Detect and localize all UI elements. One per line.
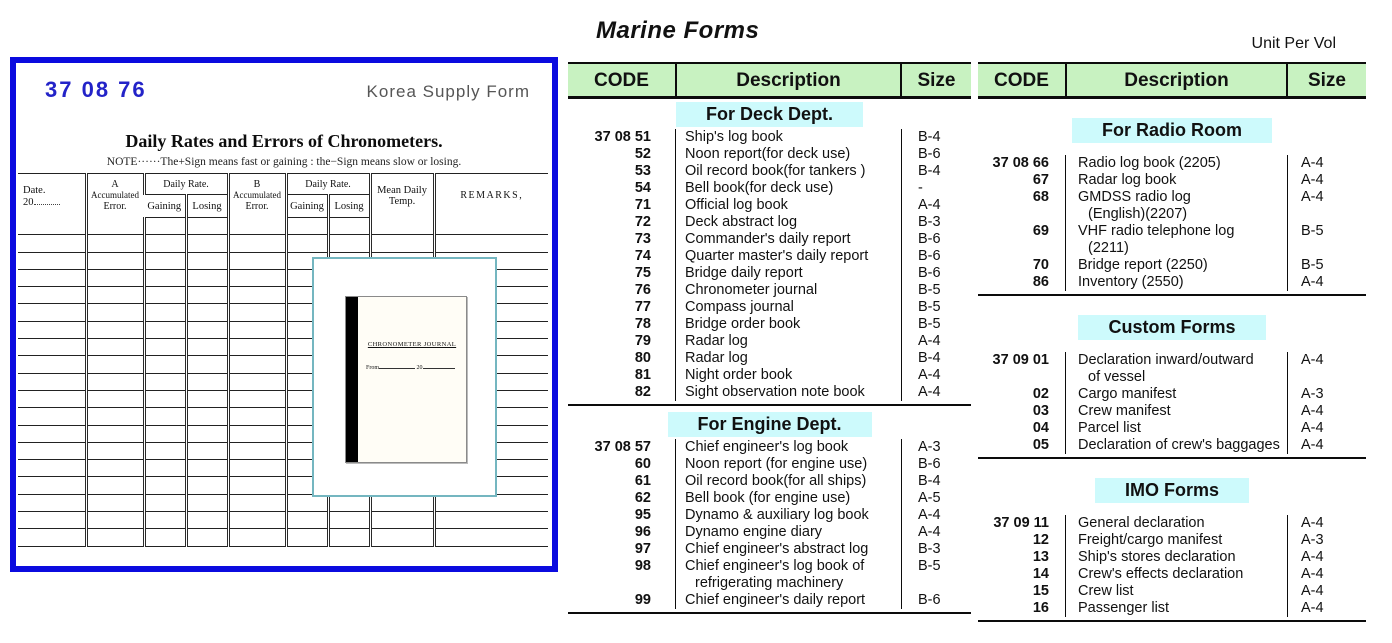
table-row xyxy=(568,384,971,401)
cell-description: Chronometer journal xyxy=(675,282,902,299)
cell-code: 37 09 01 xyxy=(992,352,1049,368)
col-header-gaining-a: Gaining xyxy=(144,195,186,218)
section-title: Custom Forms xyxy=(1078,315,1265,340)
cell-code: 70 xyxy=(1032,257,1049,273)
cell-size: A-4 xyxy=(1301,189,1324,205)
cell-code: 13 xyxy=(1032,549,1049,565)
table-row xyxy=(568,507,971,524)
form-section xyxy=(978,478,1366,622)
cell-description: Freight/cargo manifest xyxy=(1065,532,1288,549)
table-row xyxy=(568,282,971,299)
cell-description: Radar log book xyxy=(1065,172,1288,189)
table-row xyxy=(978,566,1366,583)
table-row xyxy=(568,180,971,197)
cell-size: A-4 xyxy=(1301,583,1324,599)
header-size: Size xyxy=(1307,70,1347,91)
cell-description: Bridge daily report xyxy=(675,265,902,282)
cell-description: Bridge order book xyxy=(675,316,902,333)
table-row xyxy=(978,403,1366,420)
cell-size: B-6 xyxy=(918,265,941,281)
cell-size: B-5 xyxy=(918,299,941,315)
table-row xyxy=(568,592,971,609)
cell-size: A-4 xyxy=(918,197,941,213)
cell-size: B-6 xyxy=(918,231,941,247)
col-header-daily-rate-a: Daily Rate. xyxy=(144,174,228,195)
cell-code: 69 xyxy=(1032,223,1049,239)
cell-size: A-4 xyxy=(1301,437,1324,453)
header-code: CODE xyxy=(594,70,649,91)
cell-description: Oil record book(for tankers ) xyxy=(675,163,902,180)
cell-code: 37 08 66 xyxy=(992,155,1049,171)
cell-code: 73 xyxy=(634,231,651,247)
cell-code: 80 xyxy=(634,350,651,366)
cell-description: Crew manifest xyxy=(1065,403,1288,420)
marine-forms-catalog xyxy=(568,8,971,614)
cell-size: B-6 xyxy=(918,592,941,608)
cell-code: 75 xyxy=(634,265,651,281)
col-header-b-accumulated-error: B Accumulated Error. xyxy=(228,174,286,218)
header-description: Description xyxy=(1065,64,1288,96)
cell-code: 14 xyxy=(1032,566,1049,582)
cell-description: Crew's effects declaration xyxy=(1065,566,1288,583)
cell-code: 97 xyxy=(634,541,651,557)
cell-code: 37 09 11 xyxy=(993,515,1049,531)
cell-description: Inventory (2550) xyxy=(1065,274,1288,291)
cell-code: 99 xyxy=(634,592,651,608)
col-header-date: Date. 20 xyxy=(18,174,86,218)
table-row xyxy=(568,490,971,507)
dotted-line xyxy=(34,196,60,205)
form-code: 37 08 76 xyxy=(45,77,147,102)
cell-description: Bridge report (2250) xyxy=(1065,257,1288,274)
col-header-remarks: REMARKS, xyxy=(434,174,548,218)
cell-description: VHF radio telephone log (2211) xyxy=(1065,223,1288,257)
cell-code: 05 xyxy=(1032,437,1049,453)
cell-code: 74 xyxy=(634,248,651,264)
cell-size: A-4 xyxy=(918,524,941,540)
header-code: CODE xyxy=(994,70,1049,91)
right-catalog xyxy=(978,8,1366,622)
book-spine xyxy=(346,297,358,462)
cell-size: A-3 xyxy=(1301,386,1324,402)
cell-code: 82 xyxy=(634,384,651,400)
cell-size: A-4 xyxy=(1301,274,1324,290)
cell-description: Dynamo & auxiliary log book xyxy=(675,507,902,524)
table-row xyxy=(568,541,971,558)
catalog-sections xyxy=(978,118,1366,622)
cell-description: Ship's stores declaration xyxy=(1065,549,1288,566)
cell-code: 54 xyxy=(634,180,651,196)
cell-size: A-4 xyxy=(918,507,941,523)
form-section xyxy=(568,102,971,406)
cell-size: B-5 xyxy=(918,316,941,332)
cell-code: 16 xyxy=(1032,600,1049,616)
cell-size: A-4 xyxy=(1301,515,1324,531)
cell-code: 61 xyxy=(634,473,651,489)
table-row xyxy=(568,248,971,265)
form-section xyxy=(978,118,1366,296)
cell-description: Radio log book (2205) xyxy=(1065,155,1288,172)
table-row xyxy=(978,532,1366,549)
cell-size: - xyxy=(918,180,923,196)
cell-size: B-6 xyxy=(918,456,941,472)
col-header-losing-a: Losing xyxy=(186,195,228,218)
page-title: Marine Forms xyxy=(596,17,760,44)
table-row xyxy=(568,456,971,473)
table-row xyxy=(568,146,971,163)
table-row xyxy=(978,223,1366,257)
table-row xyxy=(568,333,971,350)
cell-code: 96 xyxy=(634,524,651,540)
catalog-header-row xyxy=(978,62,1366,99)
cell-code: 79 xyxy=(634,333,651,349)
cell-size: A-4 xyxy=(1301,566,1324,582)
cell-description: Radar log xyxy=(675,350,902,367)
table-row xyxy=(978,352,1366,386)
book-title: CHRONOMETER JOURNAL xyxy=(367,341,457,348)
table-row xyxy=(978,386,1366,403)
chronometer-journal-book-image xyxy=(312,257,497,497)
empty-form-row xyxy=(18,512,548,529)
cell-description: Sight observation note book xyxy=(675,384,902,401)
table-row xyxy=(568,163,971,180)
cell-size: A-3 xyxy=(1301,532,1324,548)
cell-size: A-4 xyxy=(918,367,941,383)
table-row xyxy=(568,558,971,592)
cell-code: 02 xyxy=(1032,386,1049,402)
cell-code: 37 08 57 xyxy=(594,439,651,455)
cell-description: Chief engineer's abstract log xyxy=(675,541,902,558)
col-header-daily-rate-b: Daily Rate. xyxy=(286,174,370,195)
cell-code: 81 xyxy=(634,367,651,383)
table-row xyxy=(978,189,1366,223)
empty-form-row xyxy=(18,235,548,252)
korea-supply-form-panel xyxy=(10,57,558,572)
cell-size: A-4 xyxy=(1301,172,1324,188)
cell-size: B-5 xyxy=(918,282,941,298)
cell-code: 76 xyxy=(634,282,651,298)
table-row xyxy=(978,420,1366,437)
cell-description: Cargo manifest xyxy=(1065,386,1288,403)
cell-description: Compass journal xyxy=(675,299,902,316)
supplier-name: Korea Supply Form xyxy=(366,82,530,101)
cell-code: 77 xyxy=(634,299,651,315)
cell-description: Official log book xyxy=(675,197,902,214)
table-row xyxy=(978,437,1366,454)
book-cover xyxy=(345,296,467,463)
cell-description: Chief engineer's daily report xyxy=(675,592,902,609)
header-size: Size xyxy=(917,70,956,91)
unit-per-vol-label: Unit Per Vol xyxy=(1251,35,1336,52)
cell-description: Dynamo engine diary xyxy=(675,524,902,541)
cell-size: A-4 xyxy=(1301,403,1324,419)
form-section xyxy=(568,412,971,614)
cell-code: 71 xyxy=(634,197,651,213)
cell-description: Declaration inward/outward of vessel xyxy=(1065,352,1288,386)
cell-description: Bell book(for deck use) xyxy=(675,180,902,197)
section-title: IMO Forms xyxy=(1095,478,1249,503)
cell-code: 37 08 51 xyxy=(594,129,651,145)
cell-size: B-4 xyxy=(918,350,941,366)
cell-description: Night order book xyxy=(675,367,902,384)
cell-code: 78 xyxy=(634,316,651,332)
header-description: Description xyxy=(675,64,902,96)
table-row xyxy=(568,299,971,316)
cell-size: A-3 xyxy=(918,439,941,455)
form-title: Daily Rates and Errors of Chronometers. xyxy=(125,131,443,151)
table-row xyxy=(568,265,971,282)
cell-description: Ship's log book xyxy=(675,129,902,146)
table-row xyxy=(978,155,1366,172)
cell-size: A-4 xyxy=(1301,420,1324,436)
cell-description: Chief engineer's log book of refrigerating machinery xyxy=(675,558,902,592)
cell-size: A-4 xyxy=(1301,549,1324,565)
cell-size: B-4 xyxy=(918,129,941,145)
cell-code: 60 xyxy=(634,456,651,472)
cell-size: B-3 xyxy=(918,541,941,557)
cell-code: 15 xyxy=(1032,583,1049,599)
cell-size: B-5 xyxy=(918,558,941,574)
table-row xyxy=(568,350,971,367)
cell-size: A-4 xyxy=(918,333,941,349)
col-header-a-accumulated-error: A Accumulated Error. xyxy=(86,174,144,218)
cell-description: Passenger list xyxy=(1065,600,1288,617)
cell-code: 12 xyxy=(1032,532,1049,548)
table-row xyxy=(568,316,971,333)
cell-size: A-5 xyxy=(918,490,941,506)
col-header-mean-daily-temp: Mean Daily Temp. xyxy=(370,174,434,218)
empty-form-row xyxy=(18,529,548,546)
table-row xyxy=(568,231,971,248)
cell-description: Commander's daily report xyxy=(675,231,902,248)
cell-code: 52 xyxy=(634,146,651,162)
cell-size: B-6 xyxy=(918,146,941,162)
table-row xyxy=(978,600,1366,617)
table-row xyxy=(978,583,1366,600)
cell-description: Parcel list xyxy=(1065,420,1288,437)
table-row xyxy=(568,214,971,231)
cell-code: 62 xyxy=(634,490,651,506)
cell-description: Radar log xyxy=(675,333,902,350)
cell-size: B-5 xyxy=(1301,223,1324,239)
table-row xyxy=(978,515,1366,532)
cell-size: A-4 xyxy=(1301,352,1324,368)
col-header-losing-b: Losing xyxy=(328,195,370,218)
col-header-gaining-b: Gaining xyxy=(286,195,328,218)
cell-description: GMDSS radio log (English)(2207) xyxy=(1065,189,1288,223)
table-row xyxy=(568,524,971,541)
section-title: For Engine Dept. xyxy=(668,412,872,437)
cell-size: A-4 xyxy=(918,384,941,400)
cell-description: Crew list xyxy=(1065,583,1288,600)
form-note: NOTE······The+Sign means fast or gaining : the−Sign means slow or losing. xyxy=(106,156,462,168)
catalog-sections xyxy=(568,102,971,614)
cell-size: A-4 xyxy=(1301,155,1324,171)
table-row xyxy=(568,473,971,490)
cell-code: 72 xyxy=(634,214,651,230)
cell-description: Noon report (for engine use) xyxy=(675,456,902,473)
cell-size: B-4 xyxy=(918,163,941,179)
cell-size: B-5 xyxy=(1301,257,1324,273)
cell-size: A-4 xyxy=(1301,600,1324,616)
section-title: For Radio Room xyxy=(1072,118,1272,143)
section-title: For Deck Dept. xyxy=(676,102,863,127)
form-section xyxy=(978,315,1366,459)
cell-code: 67 xyxy=(1032,172,1049,188)
cell-code: 04 xyxy=(1032,420,1049,436)
table-row xyxy=(568,129,971,146)
catalog-header-row xyxy=(568,62,971,99)
cell-size: B-6 xyxy=(918,248,941,264)
cell-code: 68 xyxy=(1032,189,1049,205)
table-row xyxy=(978,257,1366,274)
cell-description: Noon report(for deck use) xyxy=(675,146,902,163)
cell-code: 98 xyxy=(634,558,651,574)
cell-description: Quarter master's daily report xyxy=(675,248,902,265)
cell-description: Deck abstract log xyxy=(675,214,902,231)
cell-size: B-3 xyxy=(918,214,941,230)
table-row xyxy=(568,439,971,456)
table-row xyxy=(568,197,971,214)
cell-description: Declaration of crew's baggages xyxy=(1065,437,1288,454)
table-row xyxy=(978,274,1366,291)
cell-code: 03 xyxy=(1032,403,1049,419)
table-row xyxy=(978,172,1366,189)
cell-description: Chief engineer's log book xyxy=(675,439,902,456)
cell-code: 95 xyxy=(634,507,651,523)
table-row xyxy=(568,367,971,384)
cell-code: 53 xyxy=(634,163,651,179)
cell-description: Bell book (for engine use) xyxy=(675,490,902,507)
cell-description: Oil record book(for all ships) xyxy=(675,473,902,490)
book-from-line: From 20 xyxy=(366,364,466,371)
empty-form-row xyxy=(18,218,548,235)
cell-code: 86 xyxy=(1032,274,1049,290)
cell-size: B-4 xyxy=(918,473,941,489)
cell-description: General declaration xyxy=(1065,515,1288,532)
table-row xyxy=(978,549,1366,566)
